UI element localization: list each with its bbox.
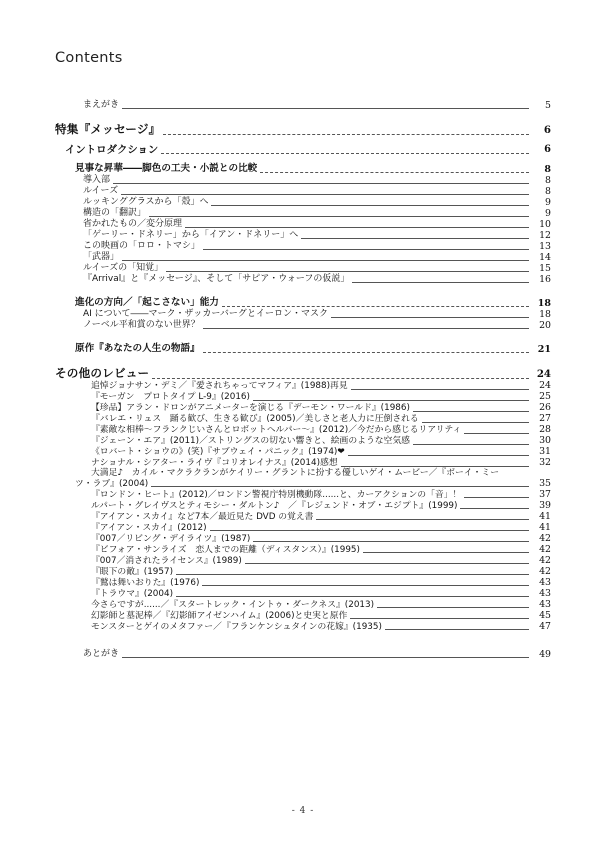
toc-page-number: 49 — [539, 648, 551, 660]
toc-entry[interactable] — [55, 175, 551, 186]
toc-page-number: 15 — [539, 262, 551, 274]
toc-entry[interactable] — [55, 241, 551, 252]
toc-leader-line — [203, 344, 531, 355]
toc-leader-line — [253, 533, 531, 544]
toc-entry-label: この映画の「ロロ・トマシ」 — [83, 241, 201, 251]
toc-page-number: 37 — [539, 488, 551, 500]
toc-leader-line — [422, 414, 531, 425]
toc-entry[interactable] — [55, 368, 551, 381]
toc-leader-line — [185, 219, 531, 230]
toc-entry-label: AI について――マーク・ザッカーバーグとイーロン・マスク — [83, 309, 329, 319]
toc-page-number: 18 — [539, 308, 551, 320]
toc-page-number: 41 — [539, 521, 551, 533]
toc-entry-label: ルパート・グレイヴスとティモシー・ダルトン♪ ／『レジェンド・オブ・エジプト』(1999) — [91, 500, 458, 511]
toc-leader-line — [202, 577, 531, 588]
toc-entry-label: 『007／消されたライセンス』(1989) — [91, 555, 242, 566]
toc-entry[interactable] — [55, 447, 551, 458]
toc-entry-label: 『アイアン・スカイ』(2012) — [91, 522, 207, 533]
toc-entry[interactable] — [55, 392, 551, 403]
toc-page-number: 41 — [539, 510, 551, 522]
toc-page-number: 31 — [539, 446, 551, 458]
toc-page-number: 42 — [539, 554, 551, 566]
toc-entry[interactable] — [55, 555, 551, 566]
toc-entry[interactable] — [55, 522, 551, 533]
toc-leader-line — [211, 197, 531, 208]
toc-entry-label: 『ジェーン・エア』(2011)／ストリングスの切ない響きと、絵画のような空気感 — [91, 435, 410, 446]
toc-entry-label: 「ゲーリー・ドネリー」から「イアン・ドネリー」へ — [83, 230, 299, 240]
toc-page-number: 39 — [539, 499, 551, 511]
toc-page-number: 43 — [539, 576, 551, 588]
toc-leader-line — [166, 263, 531, 274]
toc-entry-label: まえがき — [83, 100, 120, 110]
toc-entry[interactable] — [55, 298, 551, 309]
toc-entry[interactable] — [55, 566, 551, 577]
toc-entry[interactable] — [55, 252, 551, 263]
toc-leader-line — [176, 588, 531, 599]
toc-entry[interactable] — [55, 489, 551, 500]
toc-entry[interactable] — [55, 500, 551, 511]
toc-entry-label: 『モーガン プロトタイプ L-9』(2016) — [91, 391, 250, 402]
toc-entry-label: あとがき — [83, 649, 120, 660]
toc-page-number: 20 — [539, 319, 551, 331]
toc-leader-line — [122, 649, 531, 660]
toc-entry-label: 省かれたもの／変分原理 — [83, 219, 183, 229]
toc-page-number: 9 — [545, 196, 551, 208]
toc-entry[interactable] — [55, 320, 551, 331]
toc-entry[interactable] — [55, 610, 551, 621]
toc-leader-line — [163, 126, 531, 137]
toc-leader-line — [203, 320, 531, 331]
toc-entry[interactable] — [55, 230, 551, 241]
toc-entry[interactable] — [55, 124, 551, 137]
toc-leader-line — [149, 208, 531, 219]
toc-page-number: 16 — [539, 273, 551, 285]
toc-leader-line — [203, 241, 531, 252]
page-content — [55, 50, 551, 660]
toc-leader-line — [385, 621, 531, 632]
toc-page-number: 13 — [539, 240, 551, 252]
toc-leader-line — [350, 610, 531, 621]
toc-page-number: 43 — [539, 598, 551, 610]
toc-entry-label: ルッキンググラスから「殻」へ — [83, 197, 209, 207]
toc-leader-line — [341, 458, 531, 469]
toc-leader-line — [413, 436, 531, 447]
toc-entry-label: 『アイアン・スカイ』など7本／最近見た DVD の覚え書 — [91, 511, 314, 522]
toc-entry-label: 『バレエ・リュス 踊る歓び、生きる歓び』(2005)／美しさと老人力に圧倒される — [91, 413, 419, 424]
toc-entry-label: 見事な昇華――脚色の工夫・小説との比較 — [75, 163, 258, 175]
toc-entry-label: イントロダクション — [65, 143, 159, 156]
toc-entry[interactable] — [55, 164, 551, 175]
toc-entry[interactable] — [55, 649, 551, 660]
toc-entry-continuation[interactable] — [55, 478, 551, 489]
toc-spacer — [55, 632, 551, 649]
toc-entry[interactable] — [55, 186, 551, 197]
toc-entry[interactable] — [55, 469, 551, 479]
toc-leader-line — [113, 175, 531, 186]
toc-entry[interactable] — [55, 425, 551, 436]
toc-page-number: 42 — [539, 543, 551, 555]
toc-entry-label: ルイーズの「知覚」 — [83, 263, 164, 273]
page-footer-number: - 4 - — [291, 806, 315, 816]
toc-entry-label: 追悼ジョナサン・デミ／『愛されちゃってマフィア』(1988)再見 — [91, 380, 348, 391]
toc-page-number: 45 — [539, 609, 551, 621]
toc-page-number: 43 — [539, 587, 551, 599]
toc-page-number: 12 — [539, 229, 551, 241]
toc-entry-label: 特集『メッセージ』 — [55, 122, 161, 136]
table-of-contents-list — [55, 92, 551, 660]
toc-leader-line — [121, 186, 531, 197]
toc-entry-label: 大満足♪ カイル・マクラクランがケイリー・グラントに扮する優しいゲイ・ムービー／『ボーイ・ミー — [91, 467, 499, 478]
toc-page-number: 30 — [539, 435, 551, 447]
toc-page-number: 35 — [539, 477, 551, 489]
toc-entry[interactable] — [55, 274, 551, 285]
toc-entry-label: 『ロンドン・ヒート』(2012)／ロンドン警視庁特別機動隊......と、カーアクションの「音」！ — [91, 489, 462, 500]
toc-entry-label: 「武器」 — [83, 252, 120, 262]
toc-entry[interactable] — [55, 599, 551, 610]
toc-entry-label-continued: ツ・ラブ』(2004) — [75, 478, 149, 489]
toc-entry[interactable] — [55, 100, 551, 111]
toc-page-number: 8 — [545, 174, 551, 186]
toc-leader-line — [222, 298, 531, 309]
toc-page-number: 10 — [539, 218, 551, 230]
toc-entry[interactable] — [55, 381, 551, 392]
toc-entry-label: 『Arrival』と『メッセージ』、そして「サピア・ウォーフの仮説」 — [83, 274, 350, 284]
toc-entry[interactable] — [55, 208, 551, 219]
toc-entry-label: 【珍品】アラン・ドロンがアニメーターを演じる『デーモン・ワールド』(1986) — [91, 402, 410, 413]
toc-entry[interactable] — [55, 263, 551, 274]
toc-entry-label: 幻影師と墓泥棒／『幻影師アイゼンハイム』(2006)と史実と原作 — [91, 610, 348, 621]
toc-page-number: 42 — [539, 565, 551, 577]
toc-page-number: 26 — [539, 402, 551, 414]
toc-entry[interactable] — [55, 588, 551, 599]
toc-page-number: 6 — [544, 144, 551, 156]
toc-entry[interactable] — [55, 219, 551, 230]
toc-entry-label: 構造の「翻訳」 — [83, 208, 147, 218]
toc-entry-label: 『素敵な相棒～フランクじいさんとロボットヘルパー～』(2012)／今だから感じるリアリティ — [91, 424, 462, 435]
toc-leader-line — [161, 145, 531, 156]
toc-page-number: 6 — [543, 124, 551, 137]
toc-entry-label: モンスターとゲイのメタファー／『フランケンシュタインの花嫁』(1935) — [91, 621, 382, 632]
toc-entry[interactable] — [55, 414, 551, 425]
toc-entry-label: 進化の方向／「起こさない」能力 — [75, 297, 219, 309]
toc-entry-label: 『トラウマ』(2004) — [91, 588, 174, 599]
toc-leader-line — [352, 274, 531, 285]
toc-entry[interactable] — [55, 458, 551, 469]
toc-entry[interactable] — [55, 621, 551, 632]
toc-leader-line — [348, 447, 531, 458]
toc-page-number: 8 — [544, 163, 551, 175]
toc-entry-label: その他のレビュー — [55, 366, 150, 380]
toc-page-number: 9 — [545, 207, 551, 219]
toc-page-number: 25 — [539, 391, 551, 403]
toc-page-number: 5 — [545, 99, 551, 111]
toc-entry-label: ノーベル平和賞のない世界？ — [83, 320, 200, 330]
toc-entry[interactable] — [55, 197, 551, 208]
page-title: Contents — [55, 50, 123, 66]
toc-entry-label: ナショナル・シアター・ライヴ『コリオレイナス』(2014)感想 — [91, 457, 338, 468]
toc-entry-label: 原作『あなたの人生の物語』 — [75, 343, 200, 355]
toc-leader-line — [122, 252, 531, 263]
toc-page-number: 32 — [539, 457, 551, 469]
toc-entry-label: 《ロバート・ショウの》(笑)『サブウェイ・パニック』(1974)❤ — [91, 446, 345, 457]
toc-entry-label: ルイーズ — [83, 186, 119, 196]
toc-leader-line — [464, 489, 531, 500]
toc-entry[interactable] — [55, 511, 551, 522]
toc-entry-label: 『眼下の敵』(1957) — [91, 566, 174, 577]
toc-entry[interactable] — [55, 577, 551, 588]
toc-leader-line — [413, 403, 531, 414]
toc-leader-line — [331, 309, 531, 320]
toc-leader-line — [245, 555, 531, 566]
toc-leader-line — [260, 164, 531, 175]
toc-page-number: 24 — [539, 380, 551, 392]
toc-entry[interactable] — [55, 436, 551, 447]
toc-leader-line — [316, 511, 531, 522]
toc-page-number: 28 — [539, 424, 551, 436]
toc-leader-line — [351, 381, 531, 392]
toc-page-number: 14 — [539, 251, 551, 263]
toc-entry-label: 『鷲は舞いおりた』(1976) — [91, 577, 200, 588]
toc-leader-line — [122, 100, 531, 111]
toc-leader-line — [152, 370, 531, 381]
toc-entry-label: 今さらですが......／『スタートレック・イントゥ・ダークネス』(2013) — [91, 599, 375, 610]
toc-page-number: 21 — [537, 343, 551, 355]
toc-entry[interactable] — [55, 544, 551, 555]
toc-leader-line — [151, 478, 531, 489]
toc-entry[interactable] — [55, 533, 551, 544]
toc-leader-line — [363, 544, 531, 555]
toc-leader-line — [377, 599, 531, 610]
toc-page-number: 27 — [539, 413, 551, 425]
toc-entry[interactable] — [55, 344, 551, 355]
toc-page-number: 24 — [536, 368, 551, 381]
toc-leader-line — [301, 230, 531, 241]
toc-page-number: 47 — [539, 620, 551, 632]
toc-leader-line — [253, 392, 531, 403]
toc-entry-label: 導入部 — [83, 175, 111, 185]
toc-leader-line — [464, 425, 531, 436]
toc-entry[interactable] — [55, 309, 551, 320]
toc-page-number: 42 — [539, 532, 551, 544]
toc-leader-line — [460, 500, 531, 511]
toc-page-number: 8 — [545, 185, 551, 197]
toc-page-number: 18 — [537, 297, 551, 309]
toc-leader-line — [176, 566, 531, 577]
toc-entry[interactable] — [55, 145, 551, 156]
toc-leader-line — [210, 522, 531, 533]
toc-entry[interactable] — [55, 403, 551, 414]
toc-spacer — [55, 92, 551, 100]
toc-entry-label: 『007／リビング・デイライツ』(1987) — [91, 533, 251, 544]
toc-entry-label: 『ビフォア・サンライズ 恋人までの距離（ディスタンス）』(1995) — [91, 544, 360, 555]
